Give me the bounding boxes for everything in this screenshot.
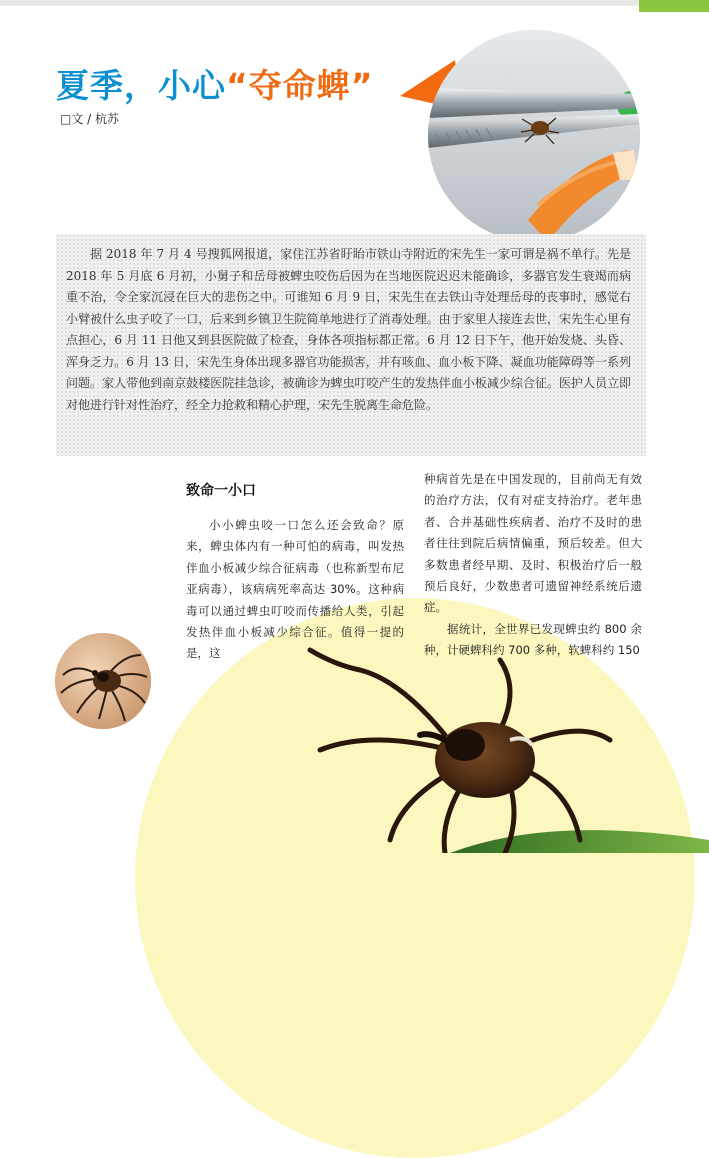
column-2-paragraph-1: 种病首先是在中国发现的，目前尚无有效的治疗方法，仅有对症支持治疗。老年患者、合并基础性疾病者、治疗不及时的患者往往到院后病情偏重，预后较差。但大多数患者经早期、及时、积极治疗后一般预后良好，少数患者可遗留神经系统后遗症。 <box>424 472 642 615</box>
column-1-text: 小小蜱虫咬一口怎么还会致命？原来，蜱虫体内有一种可怕的病毒，叫发热伴血小板减少综合征病毒（也称新型布尼亚病毒），该病病死率高达 30%。这种病毒可以通过蜱虫叮咬而传播给人类，引起发热伴血小板减少综合征。值得一提的是，这 <box>186 518 404 661</box>
top-rule <box>0 0 709 6</box>
section-heading: 致命一小口 <box>186 483 256 499</box>
green-corner-tab <box>639 0 709 12</box>
intro-paragraph: 据 2018 年 7 月 4 号搜狐网报道，家住江苏省盱眙市铁山寺附近的宋先生一家可谓是祸不单行。先是 2018 年 5 月底 6 月初，小舅子和岳母被蜱虫咬伤后因为在当地医院迟迟未能确诊，多器官发生衰竭而病重不治，令全家沉浸在巨大的悲伤之中。可谁知 6 月 9 日，宋先生在去铁山寺处理岳母的丧事时，感觉右小臂被什么虫子咬了一口，后来到乡镇卫生院简单地进行了消毒处理。由于家里人接连去世，宋先生心里有点担心，6 月 11 日他又到县医院做了检查，身体各项指标都正常。6 月 12 日下午，他开始发烧、头昏、浑身乏力。6 月 13 日，宋先生身体出现多器官功能损害，并有咳血、血小板下降、凝血功能障碍等一系列问题。家人带他到南京鼓楼医院挂急诊，被确诊为蜱虫叮咬产生的发热伴血小板减少综合征。医护人员立即对他进行针对性治疗，经全力抢救和精心护理，宋先生脱离生命危险。 <box>66 247 631 412</box>
tick-small-illustration <box>55 633 151 729</box>
byline: □文 / 杭苏 <box>60 112 120 126</box>
intro-box <box>56 234 646 456</box>
tick-on-skin-photo <box>55 633 151 729</box>
column-2-paragraph-2: 据统计，全世界已发现蜱虫约 800 余种，计硬蜱科约 700 多种，软蜱科约 150 <box>424 621 642 658</box>
column-2 <box>424 469 642 662</box>
tweezers-illustration <box>428 30 640 242</box>
title-prefix: 夏季，小心 <box>56 66 226 105</box>
article-title <box>56 60 373 107</box>
title-highlight: “夺命蜱” <box>226 66 374 105</box>
big-tick-on-leaf-illustration <box>250 640 709 853</box>
tweezers-tick-photo <box>428 30 640 242</box>
